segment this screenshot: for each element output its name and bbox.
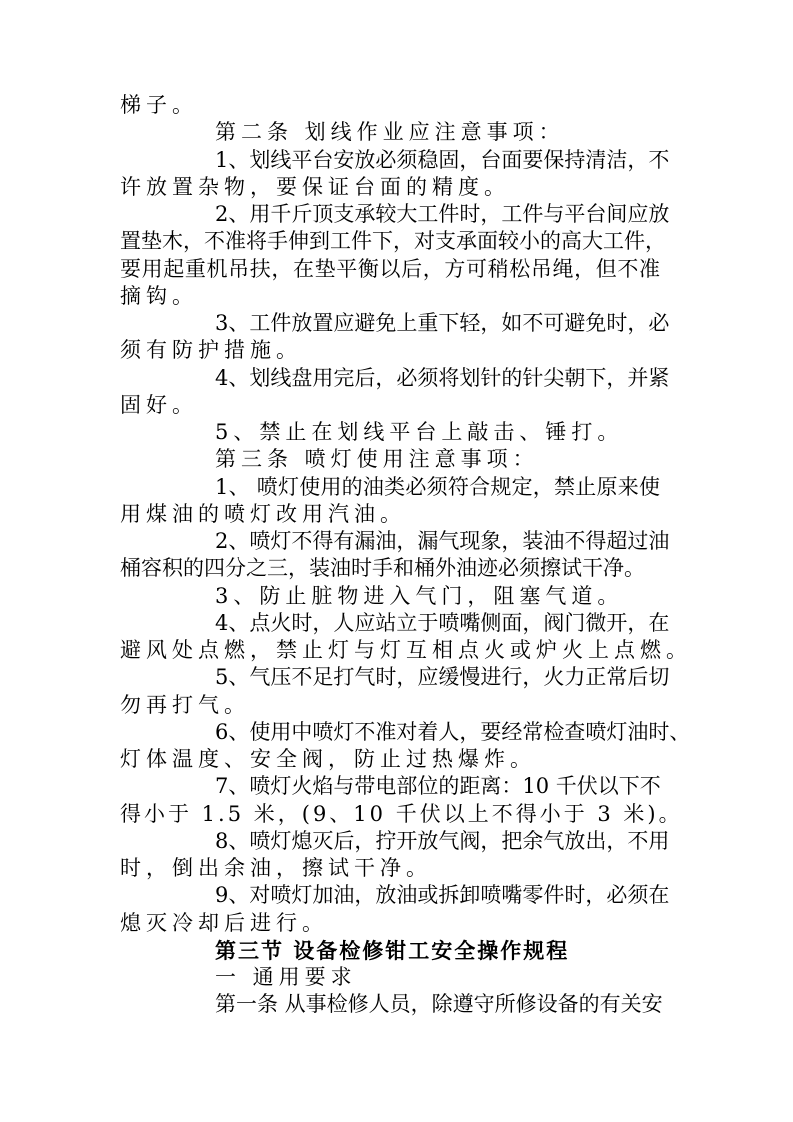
text-line: 要用起重机吊扶，在垫平衡以后，方可稍松吊绳，但不准 xyxy=(120,257,660,281)
text-line: 固好。 xyxy=(120,393,198,417)
text-line: 时，倒出余油，擦试干净。 xyxy=(120,856,432,880)
text-line: 4、划线盘用完后，必须将划针的针尖朝下，并紧 xyxy=(215,366,670,390)
text-line: 1、 喷灯使用的油类必须符合规定，禁止原来使 xyxy=(215,475,660,499)
text-line: 5、禁止在划线平台上敲击、锤打。 xyxy=(215,420,624,444)
text-line: 8、喷灯熄灭后，拧开放气阀，把余气放出，不用 xyxy=(215,829,670,853)
text-line: 许放置杂物，要保证台面的精度。 xyxy=(120,175,510,199)
text-line: 第一条 从事检修人员，除遵守所修设备的有关安 xyxy=(215,992,663,1016)
text-line: 置垫木，不准将手伸到工件下，对支承面较小的高大工件， xyxy=(120,229,666,253)
text-line: 用煤油的喷灯改用汽油。 xyxy=(120,502,406,526)
text-line: 9、对喷灯加油，放油或拆卸喷嘴零件时，必须在 xyxy=(215,883,670,907)
text-line: 避风处点燃，禁止灯与灯互相点火或炉火上点燃。 xyxy=(120,638,692,662)
text-line: 梯子。 xyxy=(120,93,198,117)
article-heading: 第三条 喷灯使用注意事项： xyxy=(215,447,539,471)
text-line: 7、喷灯火焰与带电部位的距离：10 千伏以下不 xyxy=(215,774,661,798)
subsection-heading: 一 通用要求 xyxy=(215,965,357,989)
article-heading: 第二条 划线作业应注意事项： xyxy=(215,120,565,144)
section-heading: 第三节 设备检修钳工安全操作规程 xyxy=(215,938,570,963)
text-line: 2、喷灯不得有漏油，漏气现象，装油不得超过油 xyxy=(215,529,670,553)
text-line: 3、工件放置应避免上重下轻，如不可避免时，必 xyxy=(215,311,670,335)
text-line: 5、气压不足打气时，应缓慢进行，火力正常后切 xyxy=(215,665,670,689)
text-line: 熄灭冷却后进行。 xyxy=(120,911,328,935)
text-line: 摘钩。 xyxy=(120,284,198,308)
text-line: 勿再打气。 xyxy=(120,693,250,717)
text-line: 4、点火时，人应站立于喷嘴侧面，阀门微开，在 xyxy=(215,611,670,635)
text-line: 须有防护措施。 xyxy=(120,338,302,362)
text-line: 6、使用中喷灯不准对着人，要经常检查喷灯油时、 xyxy=(215,720,691,744)
text-line: 2、用千斤顶支承较大工件时，工件与平台间应放 xyxy=(215,202,670,226)
text-line: 3、防止脏物进入气门，阻塞气道。 xyxy=(215,584,624,608)
text-line: 1、划线平台安放必须稳固，台面要保持清洁，不 xyxy=(215,148,670,172)
text-line: 得小于 1.5 米，(9、10 千伏以上不得小于 3 米)。 xyxy=(120,802,683,826)
text-line: 灯体温度、安全阀，防止过热爆炸。 xyxy=(120,747,536,771)
text-line: 桶容积的四分之三，装油时手和桶外油迹必须擦试干净。 xyxy=(120,556,645,580)
